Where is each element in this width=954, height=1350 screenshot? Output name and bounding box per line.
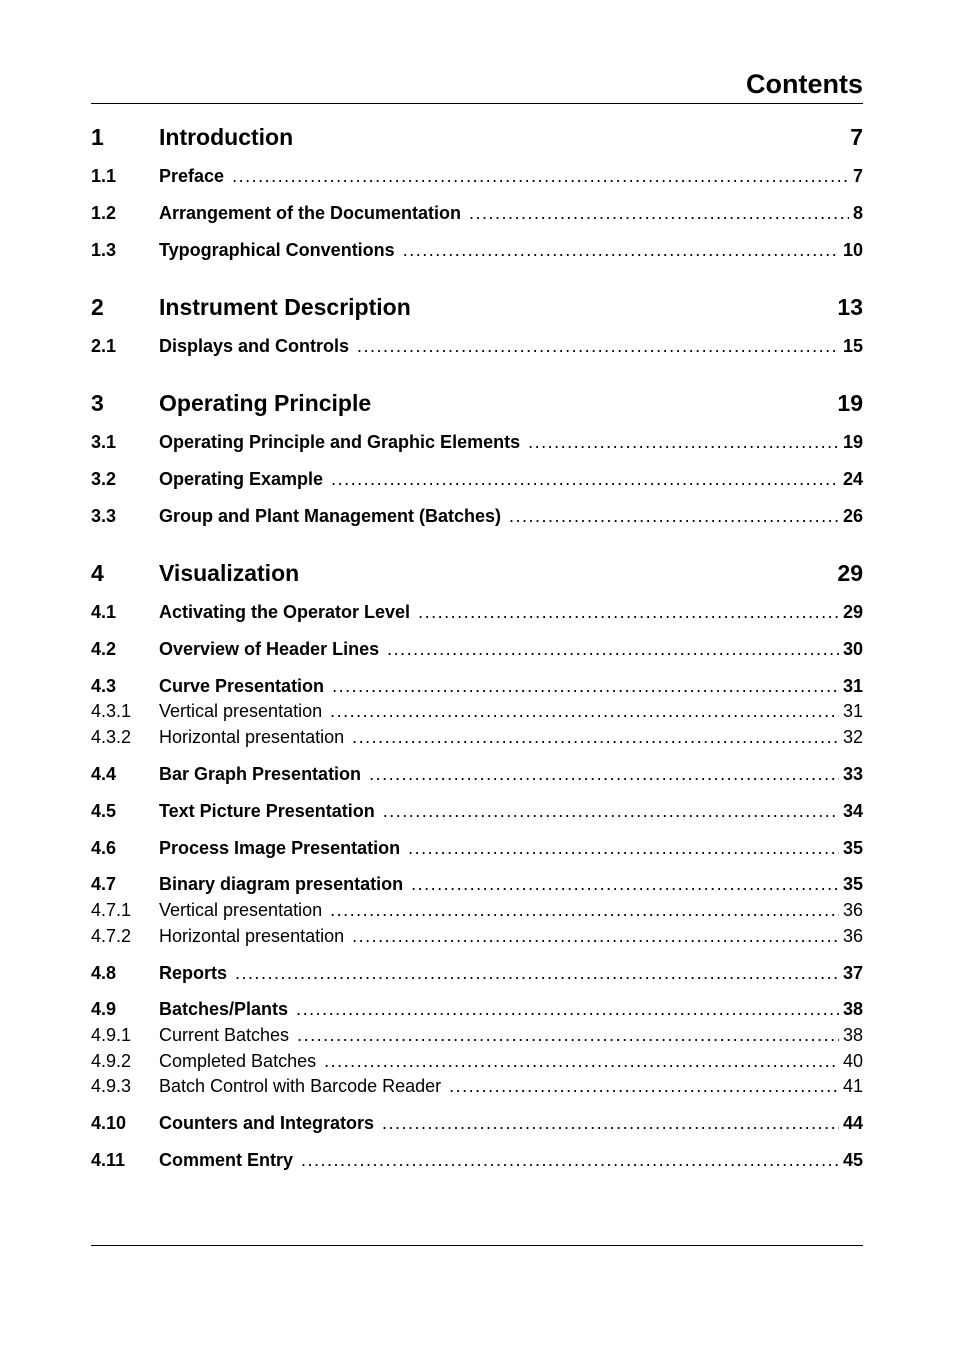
chapter-title: Operating Principle xyxy=(159,390,372,416)
toc-entry[interactable] xyxy=(91,1111,863,1135)
toc-chapter-3[interactable] xyxy=(91,388,863,418)
chapter-number: 2 xyxy=(91,294,104,320)
entry-title: Vertical presentation xyxy=(159,900,323,920)
dot-leader xyxy=(330,898,839,922)
entry-number: 3.3 xyxy=(91,506,117,526)
chapter-page: 7 xyxy=(850,124,863,150)
dot-leader xyxy=(235,961,839,985)
dot-leader xyxy=(408,836,839,860)
entry-number: 4.1 xyxy=(91,602,117,622)
entry-number: 4.10 xyxy=(91,1113,127,1133)
toc-entry[interactable] xyxy=(91,430,863,454)
page-title: Contents xyxy=(746,69,863,99)
entry-title: Displays and Controls xyxy=(159,336,350,356)
entry-title: Preface xyxy=(159,166,225,186)
entry-title: Group and Plant Management (Batches) xyxy=(159,506,502,526)
toc-subentry[interactable] xyxy=(91,725,863,749)
entry-number: 4.9.1 xyxy=(91,1025,132,1045)
entry-number: 4.6 xyxy=(91,838,117,858)
dot-leader xyxy=(383,799,839,823)
entry-title: Activating the Operator Level xyxy=(159,602,411,622)
entry-title: Arrangement of the Documentation xyxy=(159,203,462,223)
entry-title: Batches/Plants xyxy=(159,999,289,1019)
entry-page: 31 xyxy=(842,701,863,721)
chapter-title: Instrument Description xyxy=(159,294,411,320)
entry-title: Operating Example xyxy=(159,469,324,489)
dot-leader xyxy=(449,1074,839,1098)
chapter-title: Visualization xyxy=(159,560,300,586)
toc-entry[interactable] xyxy=(91,961,863,985)
toc-chapter-1[interactable] xyxy=(91,122,863,152)
toc-entry[interactable] xyxy=(91,836,863,860)
top-rule xyxy=(91,103,863,104)
chapter-number: 3 xyxy=(91,390,104,416)
entry-page: 33 xyxy=(842,764,863,784)
entry-title: Counters and Integrators xyxy=(159,1113,375,1133)
entry-number: 4.7.1 xyxy=(91,900,132,920)
entry-title: Typographical Conventions xyxy=(159,240,395,260)
toc-entry[interactable] xyxy=(91,334,863,358)
toc-entry[interactable] xyxy=(91,201,863,225)
toc-entry[interactable] xyxy=(91,504,863,528)
toc-entry[interactable] xyxy=(91,1148,863,1172)
entry-page: 38 xyxy=(842,1025,863,1045)
entry-page: 7 xyxy=(852,166,863,186)
toc-entry[interactable] xyxy=(91,997,863,1021)
entry-number: 4.9.3 xyxy=(91,1076,132,1096)
entry-title: Operating Principle and Graphic Elements xyxy=(159,432,521,452)
dot-leader xyxy=(297,1023,839,1047)
entry-number: 4.9.2 xyxy=(91,1051,132,1071)
entry-page: 19 xyxy=(842,432,863,452)
toc-entry[interactable] xyxy=(91,600,863,624)
entry-page: 24 xyxy=(842,469,863,489)
entry-title: Batch Control with Barcode Reader xyxy=(159,1076,442,1096)
dot-leader xyxy=(528,430,839,454)
chapter-number: 1 xyxy=(91,124,104,150)
dot-leader xyxy=(324,1049,839,1073)
chapter-page: 29 xyxy=(837,560,863,586)
entry-title: Completed Batches xyxy=(159,1051,317,1071)
entry-number: 4.11 xyxy=(91,1150,126,1170)
toc-subentry[interactable] xyxy=(91,1023,863,1047)
toc-subentry[interactable] xyxy=(91,924,863,948)
entry-number: 4.9 xyxy=(91,999,117,1019)
entry-page: 36 xyxy=(842,926,863,946)
toc-chapter-2[interactable] xyxy=(91,292,863,322)
entry-title: Horizontal presentation xyxy=(159,926,345,946)
chapter-page: 13 xyxy=(837,294,863,320)
entry-number: 4.5 xyxy=(91,801,117,821)
entry-number: 3.1 xyxy=(91,432,117,452)
toc-subentry[interactable] xyxy=(91,1049,863,1073)
toc-subentry[interactable] xyxy=(91,699,863,723)
toc-chapter-4[interactable] xyxy=(91,558,863,588)
dot-leader xyxy=(301,1148,839,1172)
toc-entry[interactable] xyxy=(91,674,863,698)
toc-entry[interactable] xyxy=(91,637,863,661)
entry-page: 26 xyxy=(842,506,863,526)
entry-number: 2.1 xyxy=(91,336,117,356)
chapter-page: 19 xyxy=(837,390,863,416)
entry-page: 37 xyxy=(842,963,863,983)
toc-entry[interactable] xyxy=(91,238,863,262)
entry-title: Bar Graph Presentation xyxy=(159,764,362,784)
entry-number: 4.3.2 xyxy=(91,727,132,747)
dot-leader xyxy=(509,504,839,528)
dot-leader xyxy=(369,762,839,786)
entry-number: 4.2 xyxy=(91,639,117,659)
entry-title: Horizontal presentation xyxy=(159,727,345,747)
entry-number: 4.3.1 xyxy=(91,701,132,721)
entry-number: 4.8 xyxy=(91,963,117,983)
dot-leader xyxy=(418,600,839,624)
dot-leader xyxy=(382,1111,839,1135)
entry-title: Text Picture Presentation xyxy=(159,801,375,821)
entry-page: 8 xyxy=(852,203,863,223)
dot-leader xyxy=(352,924,839,948)
entry-page: 35 xyxy=(842,838,863,858)
entry-number: 4.7 xyxy=(91,874,117,894)
entry-page: 38 xyxy=(842,999,863,1019)
dot-leader xyxy=(332,674,839,698)
entry-title: Binary diagram presentation xyxy=(159,874,404,894)
entry-title: Reports xyxy=(159,963,228,983)
dot-leader xyxy=(387,637,839,661)
entry-title: Current Batches xyxy=(159,1025,290,1045)
entry-number: 4.3 xyxy=(91,676,117,696)
dot-leader xyxy=(330,699,839,723)
entry-number: 4.7.2 xyxy=(91,926,132,946)
dot-leader xyxy=(469,201,849,225)
entry-number: 1.2 xyxy=(91,203,117,223)
entry-title: Process Image Presentation xyxy=(159,838,401,858)
entry-page: 40 xyxy=(842,1051,863,1071)
toc-entry[interactable] xyxy=(91,872,863,896)
dot-leader xyxy=(232,164,849,188)
entry-number: 1.1 xyxy=(91,166,117,186)
entry-title: Vertical presentation xyxy=(159,701,323,721)
entry-page: 32 xyxy=(842,727,863,747)
entry-page: 30 xyxy=(842,639,863,659)
entry-page: 10 xyxy=(842,240,863,260)
entry-title: Curve Presentation xyxy=(159,676,325,696)
dot-leader xyxy=(411,872,839,896)
entry-page: 41 xyxy=(842,1076,863,1096)
toc-entry[interactable] xyxy=(91,799,863,823)
dot-leader xyxy=(296,997,839,1021)
dot-leader xyxy=(331,467,839,491)
toc-subentry[interactable] xyxy=(91,1074,863,1098)
entry-number: 4.4 xyxy=(91,764,117,784)
entry-page: 36 xyxy=(842,900,863,920)
entry-page: 29 xyxy=(842,602,863,622)
entry-title: Overview of Header Lines xyxy=(159,639,380,659)
entry-page: 45 xyxy=(842,1150,863,1170)
entry-page: 35 xyxy=(842,874,863,894)
entry-page: 31 xyxy=(842,676,863,696)
entry-title: Comment Entry xyxy=(159,1150,294,1170)
entry-number: 3.2 xyxy=(91,469,117,489)
toc-entry[interactable] xyxy=(91,164,863,188)
entry-page: 15 xyxy=(842,336,863,356)
toc-entry[interactable] xyxy=(91,467,863,491)
dot-leader xyxy=(357,334,839,358)
dot-leader xyxy=(403,238,839,262)
chapter-title: Introduction xyxy=(159,124,294,150)
dot-leader xyxy=(352,725,839,749)
entry-number: 1.3 xyxy=(91,240,117,260)
toc-subentry[interactable] xyxy=(91,898,863,922)
entry-page: 34 xyxy=(842,801,863,821)
entry-page: 44 xyxy=(842,1113,863,1133)
bottom-rule xyxy=(91,1245,863,1246)
chapter-number: 4 xyxy=(91,560,104,586)
toc-entry[interactable] xyxy=(91,762,863,786)
